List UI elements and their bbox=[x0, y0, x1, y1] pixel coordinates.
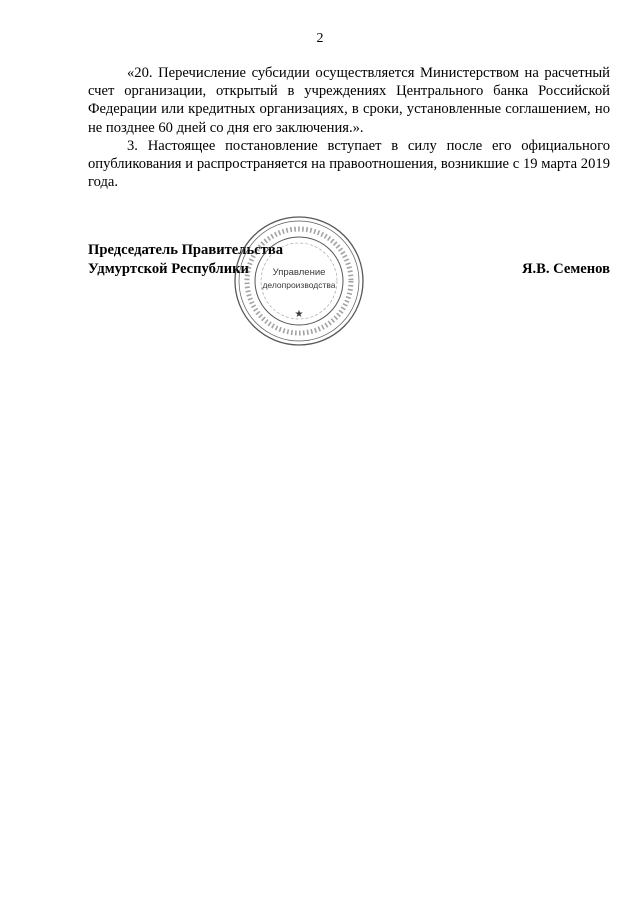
page-number: 2 bbox=[316, 31, 324, 46]
signatory-title-line-2: Удмуртской Республики bbox=[88, 261, 249, 277]
signatory-name: Я.В. Семенов bbox=[521, 261, 610, 277]
paragraph-subsidy-transfer: «20. Перечисление субсидии осуществляется Министерством на расчетный счет организации, открытый в учреждениях Центрального банка Российской Федерации или кредитных организациях, в сроки, установленные соглашением, но не позднее 60 дней со дня его заключения.». bbox=[88, 65, 610, 136]
official-seal bbox=[233, 215, 365, 347]
seal-center-line-1: Управление bbox=[272, 267, 326, 278]
star-icon: ★ bbox=[294, 309, 304, 320]
document-body bbox=[88, 64, 610, 191]
paragraph-entry-into-force: 3. Настоящее постановление вступает в силу после его официального опубликования и распространяется на правоотношения, возникшие с 19 марта 2019 года. bbox=[88, 137, 610, 191]
signatory-title-line-1: Председатель Правительства bbox=[88, 242, 284, 258]
seal-graphic bbox=[233, 215, 365, 347]
seal-center-line-2: делопроизводства bbox=[262, 280, 336, 290]
